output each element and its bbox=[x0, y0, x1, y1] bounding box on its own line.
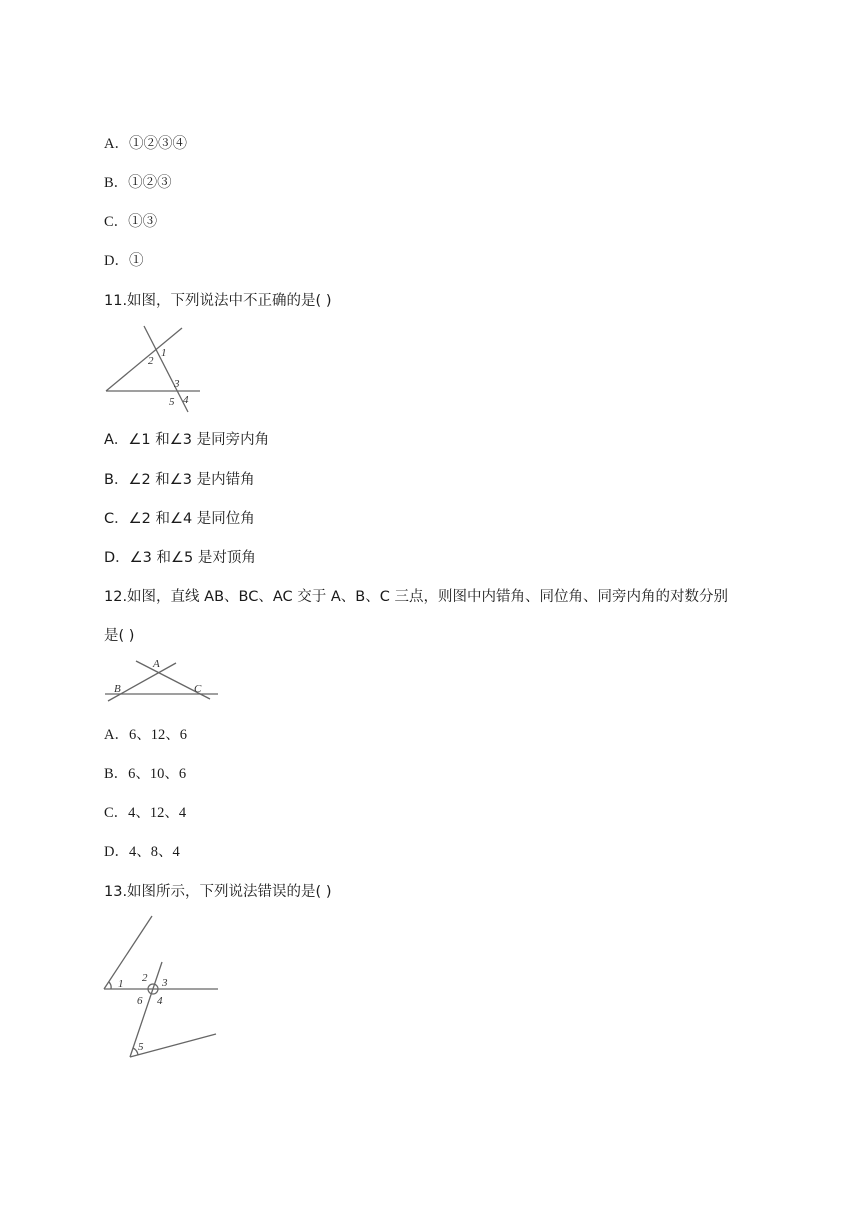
q11-label-3: 3 bbox=[174, 378, 180, 390]
q11-option-d: D．∠3 和∠5 是对顶角 bbox=[104, 550, 256, 566]
q12-label-b: B bbox=[114, 683, 121, 695]
q13-label-6: 6 bbox=[137, 995, 143, 1007]
q11-option-a: A．∠1 和∠3 是同旁内角 bbox=[104, 432, 270, 448]
q13-label-4: 4 bbox=[157, 995, 163, 1007]
q12-label-a: A bbox=[153, 658, 160, 670]
q12-line-ab bbox=[108, 663, 176, 701]
q11-label-4: 4 bbox=[183, 394, 189, 406]
q13-stem: 13.如图所示，下列说法错误的是( ) bbox=[104, 884, 332, 900]
q11-figure bbox=[100, 322, 215, 417]
q13-label-2: 2 bbox=[142, 972, 148, 984]
q10-option-b: B．①②③ bbox=[104, 175, 172, 191]
q11-line-transversal bbox=[144, 326, 188, 412]
q12-stem-line1: 12.如图，直线 AB、BC、AC 交于 A、B、C 三点，则图中内错角、同位角、同旁内角的对数分别 bbox=[104, 589, 728, 605]
q13-angle-arc-1 bbox=[109, 982, 111, 989]
q12-stem-line2: 是( ) bbox=[104, 628, 135, 644]
q10-option-a: A．①②③④ bbox=[104, 136, 187, 152]
q10-option-c: C．①③ bbox=[104, 214, 158, 230]
q12-label-c: C bbox=[194, 683, 202, 695]
q12-option-b: B．6、10、6 bbox=[104, 766, 187, 782]
q13-label-5: 5 bbox=[138, 1041, 144, 1053]
q11-option-c: C．∠2 和∠4 是同位角 bbox=[104, 511, 255, 527]
q11-label-1: 1 bbox=[161, 347, 167, 359]
q12-option-c: C．4、12、4 bbox=[104, 805, 187, 821]
q10-option-d: D．① bbox=[104, 253, 144, 269]
q11-stem: 11.如图，下列说法中不正确的是( ) bbox=[104, 293, 332, 309]
q11-label-2: 2 bbox=[148, 355, 154, 367]
q12-option-a: A．6、12、6 bbox=[104, 727, 187, 743]
q12-option-d: D．4、8、4 bbox=[104, 844, 180, 860]
q12-figure bbox=[100, 655, 220, 705]
q11-option-b: B．∠2 和∠3 是内错角 bbox=[104, 472, 255, 488]
q13-label-3: 3 bbox=[162, 977, 168, 989]
q11-label-5: 5 bbox=[169, 396, 175, 408]
q13-label-1: 1 bbox=[118, 978, 124, 990]
q11-line-slanted bbox=[106, 328, 182, 391]
q13-figure bbox=[100, 912, 225, 1064]
